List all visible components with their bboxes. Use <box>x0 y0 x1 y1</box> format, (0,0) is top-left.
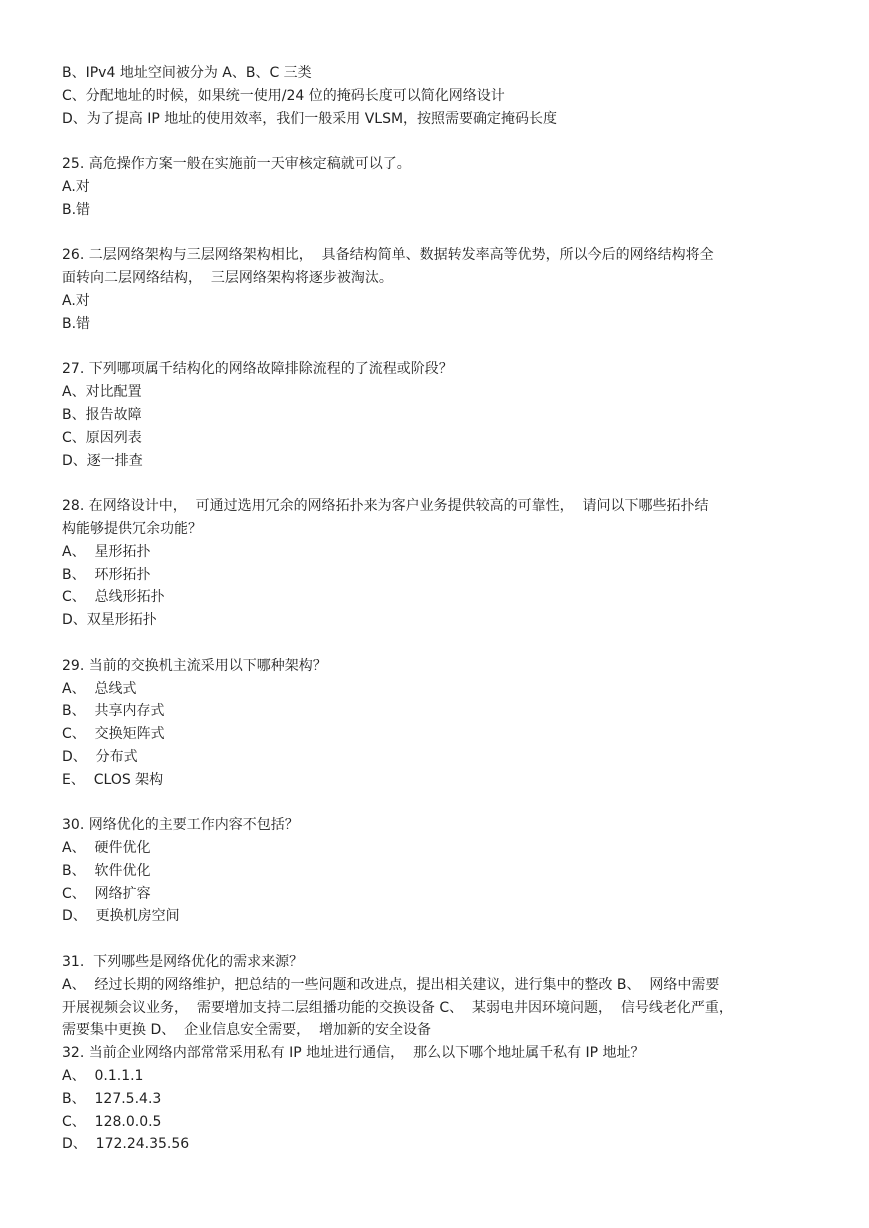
option-b: B、 环形拓扑 <box>62 566 151 583</box>
options-line-3: 需要集中更换 D、 企业信息安全需要， 增加新的安全设备 <box>62 1022 432 1039</box>
option-b: B.错 <box>62 315 91 332</box>
option-a: A、 星形拓扑 <box>62 543 151 560</box>
question-stem-line-2: 构能够提供冗余功能？ <box>62 520 202 537</box>
question-24-tail <box>62 62 822 130</box>
option-c: C、 总线形拓扑 <box>62 589 165 606</box>
option-a: A、对比配置 <box>62 384 142 401</box>
option-b: B、 127.5.4.3 <box>62 1090 162 1107</box>
option-d: D、为了提高 IP 地址的使用效率，我们一般采用 VLSM，按照需要确定掩码长度 <box>62 110 558 127</box>
option-b: B、报告故障 <box>62 406 142 423</box>
question-stem: 31. 下列哪些是网络优化的需求来源？ <box>62 954 304 971</box>
option-b: B.错 <box>62 201 91 218</box>
option-d: D、 更换机房空间 <box>62 908 180 925</box>
question-29 <box>62 655 822 792</box>
option-a: A.对 <box>62 292 90 309</box>
question-25 <box>62 153 822 221</box>
question-stem-line-2: 面转向二层网络结构， 三层网络架构将逐步被淘汰。 <box>62 270 393 287</box>
option-d: D、 172.24.35.56 <box>62 1136 190 1153</box>
question-26 <box>62 244 822 335</box>
option-c: C、 网络扩容 <box>62 885 151 902</box>
question-31 <box>62 951 822 1042</box>
option-a: A、 0.1.1.1 <box>62 1068 144 1085</box>
question-stem-line-1: 26. 二层网络架构与三层网络架构相比， 具备结构简单、数据转发率高等优势，所以今后的网络结构将全 <box>62 247 714 264</box>
question-28 <box>62 495 822 632</box>
option-c: C、 128.0.0.5 <box>62 1113 162 1130</box>
option-b: B、 软件优化 <box>62 862 151 879</box>
document-page <box>62 62 822 1156</box>
option-e: E、 CLOS 架构 <box>62 771 164 788</box>
option-a: A、 硬件优化 <box>62 840 151 857</box>
question-stem: 32. 当前企业网络内部常常采用私有 IP 地址进行通信， 那么以下哪个地址属千私有 IP 地址？ <box>62 1045 645 1062</box>
question-stem: 29. 当前的交换机主流采用以下哪种架构？ <box>62 657 327 674</box>
question-32 <box>62 1042 822 1156</box>
option-d: D、双星形拓扑 <box>62 612 157 629</box>
option-d: D、逐一排查 <box>62 452 143 469</box>
question-stem-line-1: 28. 在网络设计中， 可通过选用冗余的网络拓扑来为客户业务提供较高的可靠性， 请问以下哪些拓扑结 <box>62 498 709 515</box>
option-c: C、 交换矩阵式 <box>62 726 165 743</box>
question-stem: 25. 高危操作方案一般在实施前一天审核定稿就可以了。 <box>62 156 411 173</box>
question-stem: 27. 下列哪项属千结构化的网络故障排除流程的了流程或阶段？ <box>62 361 453 378</box>
option-c: C、分配地址的时候，如果统一使用/24 位的掩码长度可以简化网络设计 <box>62 87 505 104</box>
option-b: B、IPv4 地址空间被分为 A、B、C 三类 <box>62 65 312 81</box>
option-d: D、 分布式 <box>62 748 138 765</box>
options-line-2: 开展视频会议业务， 需要增加支持二层组播功能的交换设备 C、 某弱电井因环境问题， 信号线老化严重， <box>62 999 733 1016</box>
question-30 <box>62 814 822 928</box>
option-a: A、 总线式 <box>62 680 137 697</box>
option-a: A.对 <box>62 178 90 195</box>
option-b: B、 共享内存式 <box>62 703 165 720</box>
options-line-1: A、 经过长期的网络维护，把总结的一些问题和改进点，提出相关建议，进行集中的整改 B、 网络中需要 <box>62 976 720 993</box>
option-c: C、原因列表 <box>62 429 142 446</box>
question-27 <box>62 358 822 472</box>
question-stem: 30. 网络优化的主要工作内容不包括？ <box>62 817 299 834</box>
